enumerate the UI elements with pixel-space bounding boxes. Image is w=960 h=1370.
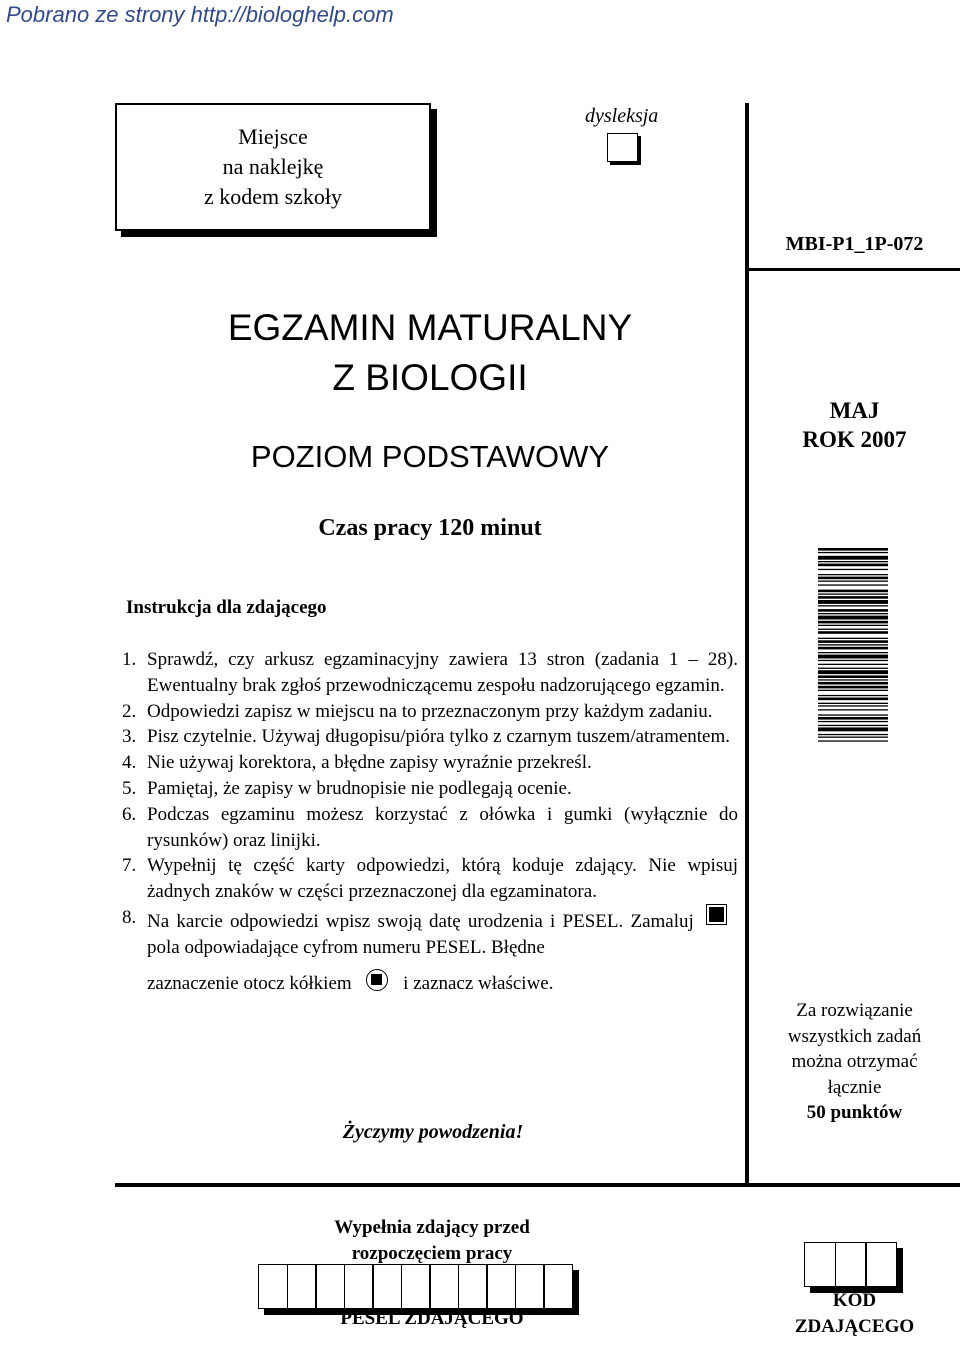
barcode-bar	[818, 621, 888, 624]
barcode-bar	[818, 703, 888, 704]
pesel-digit-box[interactable]	[315, 1264, 345, 1309]
pesel-digit-box[interactable]	[287, 1264, 317, 1309]
barcode-bar	[818, 609, 888, 612]
instruction-text: Sprawdź, czy arkusz egzaminacyjny zawiera 13 stron (zadania 1 – 28). Ewentualny brak zgłoś przewodniczącemu zespołu nadzorującego egzamin.	[147, 649, 738, 696]
pesel-digit-box[interactable]	[458, 1264, 488, 1309]
instruction-text: Pisz czytelnie. Używaj długopisu/pióra tylko z czarnym tuszem/atramentem.	[147, 726, 731, 748]
instruction-text: Nie używaj korektora, a błędne zapisy wyraźnie przekreśl.	[147, 752, 592, 774]
exam-duration: Czas pracy 120 minut	[318, 515, 542, 541]
instruction-item	[122, 750, 738, 776]
fill-note-line-2: rozpoczęciem pracy	[351, 1243, 513, 1264]
barcode-bar	[818, 721, 888, 722]
sticker-line-1: Miejsce	[238, 124, 308, 149]
barcode-bar	[818, 596, 888, 599]
filled-square-icon	[707, 905, 726, 924]
pesel-digit-box[interactable]	[344, 1264, 374, 1309]
pesel-digit-box[interactable]	[258, 1264, 288, 1309]
barcode-bar	[818, 564, 888, 567]
barcode-bar	[818, 664, 888, 665]
barcode-image	[818, 548, 888, 848]
instruction-number: 2.	[122, 700, 137, 722]
kod-line-1: KOD	[832, 1290, 877, 1311]
instruction-number: 8.	[122, 906, 137, 928]
barcode-bar	[818, 644, 888, 645]
pesel-digit-box[interactable]	[486, 1264, 516, 1309]
barcode-bar	[818, 556, 888, 560]
pesel-boxes	[258, 1264, 573, 1309]
barcode-bar	[818, 584, 888, 585]
instruction-text: Odpowiedzi zapisz w miejscu na to przeznaczonym przy każdym zadaniu.	[147, 700, 713, 722]
barcode-bar	[818, 690, 888, 691]
instruction-item	[122, 724, 738, 750]
barcode-bar	[818, 561, 888, 562]
code-digit-box[interactable]	[804, 1242, 836, 1287]
instruction-number: 4.	[122, 752, 137, 774]
barcode-bar	[818, 737, 888, 738]
barcode-bar	[818, 629, 888, 630]
barcode-bar	[818, 548, 888, 551]
barcode-bar	[818, 652, 888, 653]
barcode-bar	[818, 675, 888, 678]
barcode-bar	[818, 625, 888, 626]
barcode-bar	[818, 647, 888, 650]
points-info	[749, 998, 960, 1126]
instruction-text: Wypełnij tę część karty odpowiedzi, którą koduje zdający. Nie wpisuj żadnych znaków w części przeznaczonej dla egzaminatora.	[147, 855, 738, 903]
points-line-3: można otrzymać	[791, 1051, 918, 1072]
instruction-item	[122, 647, 738, 699]
points-line-2: wszystkich zadań	[787, 1025, 922, 1047]
instructions-list	[122, 647, 738, 996]
instruction-number: 1.	[122, 649, 137, 670]
pesel-label: PESEL ZDAJĄCEGO	[340, 1308, 524, 1329]
barcode-bar	[818, 727, 888, 731]
barcode-bar	[818, 709, 888, 710]
code-underline	[749, 268, 960, 271]
barcode-bar	[818, 679, 888, 680]
points-line-1: Za rozwiązanie	[796, 1000, 913, 1021]
barcode-bar	[818, 682, 888, 685]
item8-part-4: i zaznacz właściwe.	[403, 972, 554, 994]
barcode-bar	[818, 655, 888, 659]
session-month: MAJ	[829, 398, 880, 423]
barcode-bar	[818, 638, 888, 639]
school-sticker-box	[115, 103, 431, 231]
instruction-text	[147, 905, 738, 996]
barcode-bar	[818, 668, 888, 669]
item8-part-1: Na karcie odpowiedzi wpisz swoją datę urodzenia i PESEL. Zamaluj	[147, 910, 694, 932]
instruction-item	[122, 776, 738, 802]
sticker-line-3: z kodem szkoły	[203, 184, 343, 209]
barcode-bar	[818, 631, 888, 634]
instruction-text: Podczas egzaminu możesz korzystać z ołówka i gumki (wyłącznie do rysunków) oraz linijki.	[147, 803, 738, 851]
barcode-bar	[818, 714, 888, 715]
exam-title-line-2: Z BIOLOGII	[332, 357, 528, 398]
code-digit-box[interactable]	[865, 1242, 897, 1287]
sticker-line-2: na naklejkę	[222, 154, 324, 179]
instruction-number: 6.	[122, 803, 137, 825]
horizontal-divider	[115, 1183, 960, 1187]
fill-note	[258, 1215, 606, 1267]
instruction-number: 5.	[122, 777, 137, 799]
barcode-bar	[818, 740, 888, 741]
instruction-item	[122, 853, 738, 905]
barcode-bar	[818, 640, 888, 643]
circled-square-icon	[366, 969, 388, 991]
barcode-bar	[818, 613, 888, 614]
dyslexia-checkbox[interactable]	[607, 133, 638, 162]
barcode-bar	[818, 569, 888, 570]
barcode-bar	[818, 734, 888, 735]
barcode-bar	[818, 698, 888, 701]
good-luck-text: Życzymy powodzenia!	[342, 1121, 524, 1143]
barcode-bar	[818, 660, 888, 661]
pesel-digit-box[interactable]	[543, 1264, 573, 1309]
barcode-bar	[818, 725, 888, 726]
fill-note-line-1: Wypełnia zdający przed	[334, 1217, 530, 1238]
session-year: ROK 2007	[802, 427, 907, 452]
barcode-bar	[818, 574, 888, 575]
pesel-digit-box[interactable]	[401, 1264, 431, 1309]
barcode-bar	[818, 705, 888, 706]
barcode-bar	[818, 717, 888, 720]
barcode-bar	[818, 590, 888, 593]
candidate-code-boxes	[804, 1242, 897, 1287]
barcode-bar	[818, 552, 888, 553]
item8-part-2: pola odpowiadające cyfrom numeru PESEL. Błędne	[147, 936, 545, 958]
barcode-bar	[818, 600, 888, 604]
barcode-bar	[818, 577, 888, 580]
points-total: 50 punktów	[806, 1102, 903, 1123]
barcode-bar	[818, 616, 888, 620]
item8-part-3: zaznaczenie otocz kółkiem	[147, 972, 352, 994]
instruction-number: 3.	[122, 726, 137, 748]
barcode-bar	[818, 686, 888, 689]
exam-title-line-1: EGZAMIN MATURALNY	[227, 307, 633, 348]
barcode-bar	[818, 581, 888, 582]
candidate-code-label	[749, 1288, 960, 1340]
pesel-digit-box[interactable]	[429, 1264, 459, 1309]
pesel-digit-box[interactable]	[515, 1264, 545, 1309]
source-watermark: Pobrano ze strony http://biologhelp.com	[6, 2, 394, 27]
dyslexia-label: dysleksja	[585, 105, 659, 127]
points-line-4: łącznie	[827, 1076, 882, 1098]
barcode-bar	[818, 594, 888, 595]
pesel-digit-box[interactable]	[372, 1264, 402, 1309]
barcode-bar	[818, 695, 888, 696]
instruction-item	[122, 699, 738, 725]
code-digit-box[interactable]	[835, 1242, 867, 1287]
exam-code: MBI-P1_1P-072	[785, 233, 924, 255]
exam-level: POZIOM PODSTAWOWY	[250, 439, 610, 474]
instruction-text: Pamiętaj, że zapisy w brudnopisie nie podlegają ocenie.	[147, 777, 572, 799]
instruction-item	[122, 802, 738, 854]
kod-line-2: ZDAJĄCEGO	[794, 1316, 915, 1337]
instructions-heading: Instrukcja dla zdającego	[126, 597, 327, 618]
instruction-number: 7.	[122, 855, 137, 877]
barcode-bar	[818, 670, 888, 674]
instruction-item-8	[122, 905, 738, 996]
barcode-bar	[818, 605, 888, 606]
